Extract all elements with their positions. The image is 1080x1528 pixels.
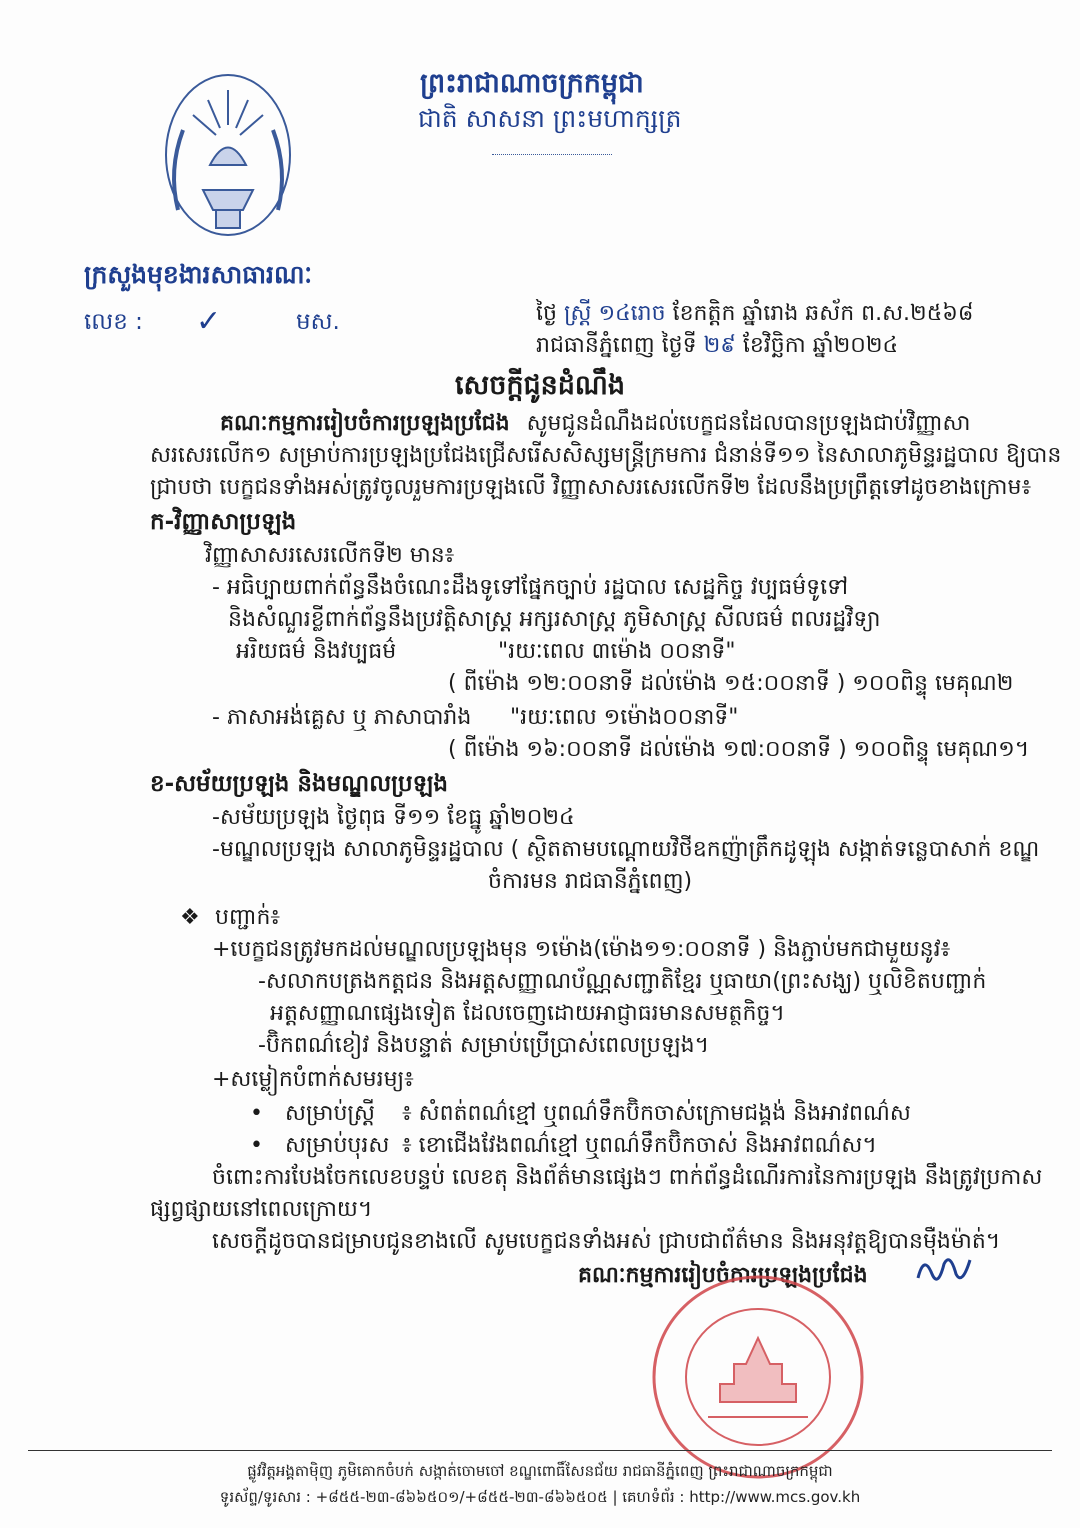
- men-bullet: •: [250, 1133, 263, 1158]
- dress-women: [250, 1098, 911, 1130]
- lunar-date-prefix: ថ្ងៃ: [536, 301, 557, 326]
- ornament-divider: [492, 154, 612, 155]
- closing-sentence: សេចក្តីដូចបានជម្រាបជូនខាងលើ សូមបេក្ខជនទាំងអស់ ជ្រាបជាព័ត៌មាន និងអនុវត្តឱ្យបានម៉ឺងម៉ាត់។: [212, 1229, 1001, 1254]
- footer-address: ផ្លូវវិត្តអង្គតាម៉ិញ ភូមិគោកចំបក់ សង្កាត់ចោមចៅ ខណ្ឌពោធិ៍សែនជ័យ រាជធានីភ្នំពេញ ព្រះរាជាណាចក្រកម្ពុជា: [247, 1462, 833, 1480]
- subject-2-duration: "រយៈពេល ១ម៉ោង០០នាទី": [510, 705, 739, 730]
- ref-label: លេខ :: [84, 309, 143, 335]
- ref-mark: ✓: [196, 304, 222, 339]
- signature-scribble-icon: [912, 1248, 976, 1292]
- subject-2-time: ( ពីម៉ោង ១៦:០០នាទី ដល់ម៉ោង ១៧:០០នាទី ) ១០០ពិន្ទុ មេគុណ១។: [448, 737, 1030, 762]
- subject-1-line-1: - អធិប្បាយពាក់ព័ន្ធនឹងចំណេះដឹងទូទៅផ្នែកច្បាប់ រដ្ឋបាល សេដ្ឋកិច្ច វប្បធម៌ទូទៅ: [212, 575, 849, 600]
- subject-1-duration: "រយៈពេល ៣ម៉ោង ០០នាទី": [498, 639, 736, 664]
- ref-suffix: មស.: [296, 309, 340, 335]
- exam-session: -សម័យប្រឡង ថ្ងៃពុធ ទី១១ ខែធ្នូ ឆ្នាំ២០២៤: [212, 805, 575, 830]
- solar-rest: ខែវិច្ឆិកា ឆ្នាំ២០២៤: [742, 333, 899, 358]
- section-b-heading: ខ-សម័យប្រឡង និងមណ្ឌលប្រឡង: [150, 771, 448, 797]
- solar-date: [536, 330, 898, 362]
- section-a-heading: ក-វិញ្ញាសាប្រឡង: [150, 509, 297, 535]
- id-doc-line-1: -សលាកបត្រងកត្តជន និងអត្តសញ្ញាណប័ណ្ណសញ្ជាតិខ្មែរ ឬធាយា(ព្រះសង្ឃ) ឬលិខិតបញ្ជាក់: [258, 969, 987, 994]
- exam-center-line-2: ចំការមន រាជធានីភ្នំពេញ): [488, 869, 693, 894]
- arrive-note: +បេក្ខជនត្រូវមកដល់មណ្ឌលប្រឡងមុន ១ម៉ោង(ម៉ោង១១:០០នាទី ) និងភ្ជាប់មកជាមួយនូវ៖: [212, 937, 951, 962]
- intro-line-2: សរសេរលើក១ សម្រាប់ការប្រឡងប្រជែងជ្រើសរើសសិស្សមន្ត្រីក្រមការ ជំនាន់ទី១១ នៃសាលាភូមិន្ទរដ្ឋបាល ឱ្យបាន: [150, 443, 1062, 468]
- room-note-line-1: ចំពោះការបែងចែកលេខបន្ទប់ លេខតុ និងព័ត៌មានផ្សេងៗ ពាក់ព័ន្ធដំណើរការនៃការប្រឡង នឹងត្រូវប្រកាស: [212, 1165, 1043, 1190]
- page-title: សេចក្តីជូនដំណឹង: [454, 370, 626, 401]
- notes-bullet: ❖: [180, 905, 200, 930]
- signature-committee: គណៈកម្មការរៀបចំការប្រឡងប្រជែង: [578, 1263, 868, 1288]
- lunar-date: [536, 298, 973, 330]
- national-motto: ជាតិ សាសនា ព្រះមហាក្សត្រ: [418, 104, 682, 133]
- footer-contact: ទូរស័ព្ទ/ទូរសារ : +៨៥៥-២៣-៨៦៦៥០១/+៨៥៥-២៣-៨៦៦៥០៥ | គេហទំព័រ : http://www.mcs.gov.kh: [219, 1488, 861, 1506]
- footer-divider: [28, 1450, 1052, 1451]
- women-label: សម្រាប់ស្ត្រី: [285, 1101, 375, 1126]
- dress-heading: +សម្លៀកបំពាក់សមរម្យ៖: [212, 1067, 414, 1092]
- subject-2-line-1: - ភាសាអង់គ្លេស ឬ ភាសាបារាំង: [212, 705, 472, 730]
- lunar-day: ស្រ្តី ១៤រោច: [563, 301, 666, 326]
- men-label: សម្រាប់បុរស: [285, 1133, 390, 1158]
- women-text: ៖ សំពត់ពណ៌ខ្មៅ ឬពណ៌ទឹកប៊ិកចាស់ក្រោមជង្គង់ និងអាវពណ៌ស: [402, 1101, 911, 1126]
- committee-name: គណៈកម្មការរៀបចំការប្រឡងប្រជែង: [220, 411, 510, 436]
- royal-emblem-icon: [148, 60, 308, 250]
- subject-1-time: ( ពីម៉ោង ១២:០០នាទី ដល់ម៉ោង ១៥:០០នាទី ) ១០០ពិន្ទុ មេគុណ២: [448, 671, 1014, 696]
- kingdom-title: ព្រះរាជាណាចក្រកម្ពុជា: [420, 68, 644, 99]
- subject-1-line-3: អរិយធម៌ និងវប្បធម៌: [236, 639, 397, 664]
- id-doc-line-2: អត្តសញ្ញាណផ្សេងទៀត ដែលចេញដោយអាជ្ញាធរមានសមត្ថកិច្ច។: [270, 1001, 785, 1026]
- notes-heading-row: [180, 902, 280, 934]
- solar-prefix: រាជធានីភ្នំពេញ ថ្ងៃទី: [536, 333, 697, 358]
- subject-1-line-2: និងសំណួរខ្លីពាក់ព័ន្ធនឹងប្រវត្តិសាស្ត្រ អក្សរសាស្ត្រ ភូមិសាស្ត្រ សីលធម៌ ពលរដ្ឋវិទ្យា: [228, 607, 881, 632]
- pen-note: -ប៊ិកពណ៌ខៀវ និងបន្ទាត់ សម្រាប់ប្រើប្រាស់ពេលប្រឡង។: [258, 1033, 710, 1058]
- women-bullet: •: [250, 1101, 263, 1126]
- room-note-line-2: ផ្សព្វផ្សាយនៅពេលក្រោយ។: [150, 1197, 373, 1222]
- solar-day: ២៩: [703, 333, 736, 358]
- exam-center-line-1: -មណ្ឌលប្រឡង សាលាភូមិន្ទរដ្ឋបាល ( ស្ថិតតាមបណ្តោយវិថីឧកញ៉ាត្រឹកដូឡុង សង្កាត់ទន្លេបាសាក់ ខណ្ឌ: [212, 837, 1040, 862]
- section-a-sub: វិញ្ញាសាសរសេរលើកទី២ មាន៖: [205, 543, 455, 568]
- notes-heading: បញ្ជាក់៖: [215, 905, 281, 930]
- intro-line-1: សូមជូនដំណឹងដល់បេក្ខជនដែលបានប្រឡងជាប់វិញ្ញាសា: [526, 411, 971, 436]
- dress-men: [250, 1130, 877, 1162]
- intro-line-3: ជ្រាបថា បេក្ខជនទាំងអស់ត្រូវចូលរួមការប្រឡងលើ វិញ្ញាសាសរសេរលើកទី២ ដែលនឹងប្រព្រឹត្តទៅដូចខាងក្រោម៖: [150, 475, 1032, 500]
- ministry-name: ក្រសួងមុខងារសាធារណៈ: [84, 260, 313, 289]
- intro-first-line: [220, 408, 970, 440]
- men-text: ៖ ខោជើងវែងពណ៌ខ្មៅ ឬពណ៌ទឹកប៊ិកចាស់ និងអាវពណ៌ស។: [402, 1133, 877, 1158]
- lunar-rest: ខែកត្តិក ឆ្នាំរោង ឆស័ក ព.ស.២៥៦៨: [672, 301, 974, 326]
